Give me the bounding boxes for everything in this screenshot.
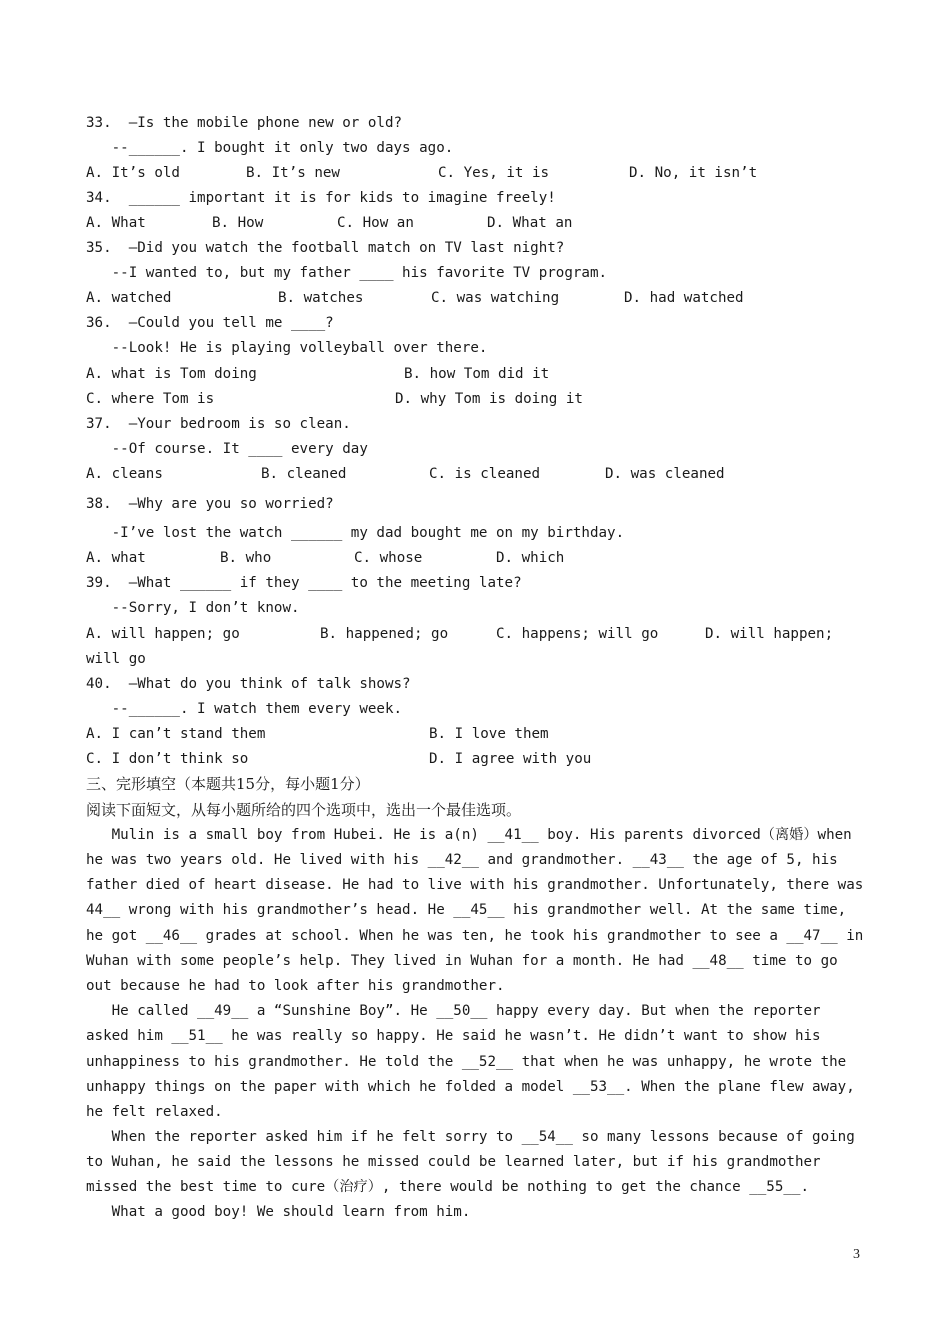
option-a[interactable]: A. It’s old (86, 165, 180, 181)
option-b[interactable]: B. How (212, 215, 264, 231)
passage-line: Wuhan with some people’s help. They lived in Wuhan for a month. He had __48__ time to go (86, 953, 838, 969)
question-37-stem: 37. –Your bedroom is so clean. (86, 416, 351, 432)
option-b[interactable]: B. watches (278, 290, 364, 306)
question-36-options-ab (86, 365, 550, 383)
option-d[interactable]: D. why Tom is doing it (395, 391, 583, 407)
question-40-reply: --______. I watch them every week. (86, 701, 403, 717)
passage-line: he was two years old. He lived with his __42__ and grandmother. __43__ the age of 5, his (86, 852, 838, 868)
option-b[interactable]: B. I love them (429, 726, 549, 742)
option-a[interactable]: A. what is Tom doing (86, 366, 257, 382)
question-39-option-d-continued: will go (86, 651, 146, 667)
option-c[interactable]: C. happens; will go (496, 626, 659, 642)
option-a[interactable]: A. cleans (86, 466, 163, 482)
section-heading: 三、完形填空（本题共15分，每小题1分） (86, 775, 370, 793)
option-d[interactable]: D. I agree with you (429, 751, 592, 767)
option-c[interactable]: C. where Tom is (86, 391, 215, 407)
passage-line: to Wuhan, he said the lessons he missed could be learned later, but if his grandmother (86, 1154, 821, 1170)
option-b[interactable]: B. happened; go (320, 626, 449, 642)
option-c[interactable]: C. whose (354, 550, 423, 566)
option-a[interactable]: A. What (86, 215, 146, 231)
question-34-stem: 34. ______ important it is for kids to imagine freely! (86, 190, 556, 206)
option-a[interactable]: A. will happen; go (86, 626, 240, 642)
question-39-options (86, 625, 834, 643)
page-number: 3 (853, 1247, 860, 1262)
passage-line: he felt relaxed. (86, 1104, 223, 1120)
passage-line: Mulin is a small boy from Hubei. He is a(n) __41__ boy. His parents divorced（离婚）when (86, 827, 852, 843)
question-39-reply: --Sorry, I don’t know. (86, 600, 300, 616)
option-d[interactable]: D. What an (487, 215, 573, 231)
question-38-reply: -I’ve lost the watch ______ my dad bought me on my birthday. (86, 525, 625, 541)
passage-line: When the reporter asked him if he felt sorry to __54__ so many lessons because of going (86, 1129, 855, 1145)
question-35-options (86, 289, 744, 307)
passage-line: unhappiness to his grandmother. He told the __52__ that when he was unhappy, he wrote the (86, 1054, 847, 1070)
option-b[interactable]: B. cleaned (261, 466, 347, 482)
option-b[interactable]: B. who (220, 550, 272, 566)
option-b[interactable]: B. how Tom did it (404, 366, 550, 382)
option-c[interactable]: C. I don’t think so (86, 751, 249, 767)
option-d[interactable]: D. No, it isn’t (629, 165, 758, 181)
option-c[interactable]: C. was watching (431, 290, 560, 306)
option-a[interactable]: A. I can’t stand them (86, 726, 266, 742)
question-34-options (86, 214, 573, 232)
question-36-reply: --Look! He is playing volleyball over there. (86, 340, 488, 356)
option-d[interactable]: D. was cleaned (605, 466, 725, 482)
option-c[interactable]: C. How an (337, 215, 414, 231)
question-36-options-cd (86, 390, 583, 408)
passage-line: father died of heart disease. He had to live with his grandmother. Unfortunately, there was (86, 877, 864, 893)
question-33-stem: 33. –Is the mobile phone new or old? (86, 115, 403, 131)
question-35-stem: 35. –Did you watch the football match on TV last night? (86, 240, 565, 256)
option-d[interactable]: D. had watched (624, 290, 744, 306)
question-40-options-ab (86, 725, 549, 743)
option-a[interactable]: A. what (86, 550, 146, 566)
option-c[interactable]: C. Yes, it is (438, 165, 550, 181)
question-36-stem: 36. –Could you tell me ____? (86, 315, 334, 331)
question-37-options (86, 465, 725, 483)
question-39-stem: 39. –What ______ if they ____ to the meeting late? (86, 575, 522, 591)
passage-line: 44__ wrong with his grandmother’s head. He __45__ his grandmother well. At the same time, (86, 902, 847, 918)
passage-line: asked him __51__ he was really so happy. He said he wasn’t. He didn’t want to show his (86, 1028, 821, 1044)
section-instruction: 阅读下面短文，从每小题所给的四个选项中，选出一个最佳选项。 (86, 801, 522, 819)
question-37-reply: --Of course. It ____ every day (86, 441, 368, 457)
passage-line: he got __46__ grades at school. When he was ten, he took his grandmother to see a __47__ in (86, 928, 864, 944)
option-c[interactable]: C. is cleaned (429, 466, 541, 482)
option-b[interactable]: B. It’s new (246, 165, 340, 181)
question-35-reply: --I wanted to, but my father ____ his favorite TV program. (86, 265, 608, 281)
question-33-options (86, 164, 758, 182)
option-a[interactable]: A. watched (86, 290, 172, 306)
question-38-stem: 38. –Why are you so worried? (86, 496, 334, 512)
question-33-reply: --______. I bought it only two days ago. (86, 140, 454, 156)
question-40-options-cd (86, 750, 592, 768)
passage-line: out because he had to look after his grandmother. (86, 978, 505, 994)
option-d[interactable]: D. will happen; (705, 626, 834, 642)
passage-line: He called __49__ a “Sunshine Boy”. He __50__ happy every day. But when the reporter (86, 1003, 821, 1019)
option-d[interactable]: D. which (496, 550, 565, 566)
passage-line: unhappy things on the paper with which he folded a model __53__. When the plane flew away, (86, 1079, 855, 1095)
passage-line: missed the best time to cure（治疗）, there would be nothing to get the chance __55__. (86, 1179, 809, 1195)
passage-line: What a good boy! We should learn from him. (86, 1204, 471, 1220)
question-38-options (86, 549, 565, 567)
question-40-stem: 40. –What do you think of talk shows? (86, 676, 411, 692)
